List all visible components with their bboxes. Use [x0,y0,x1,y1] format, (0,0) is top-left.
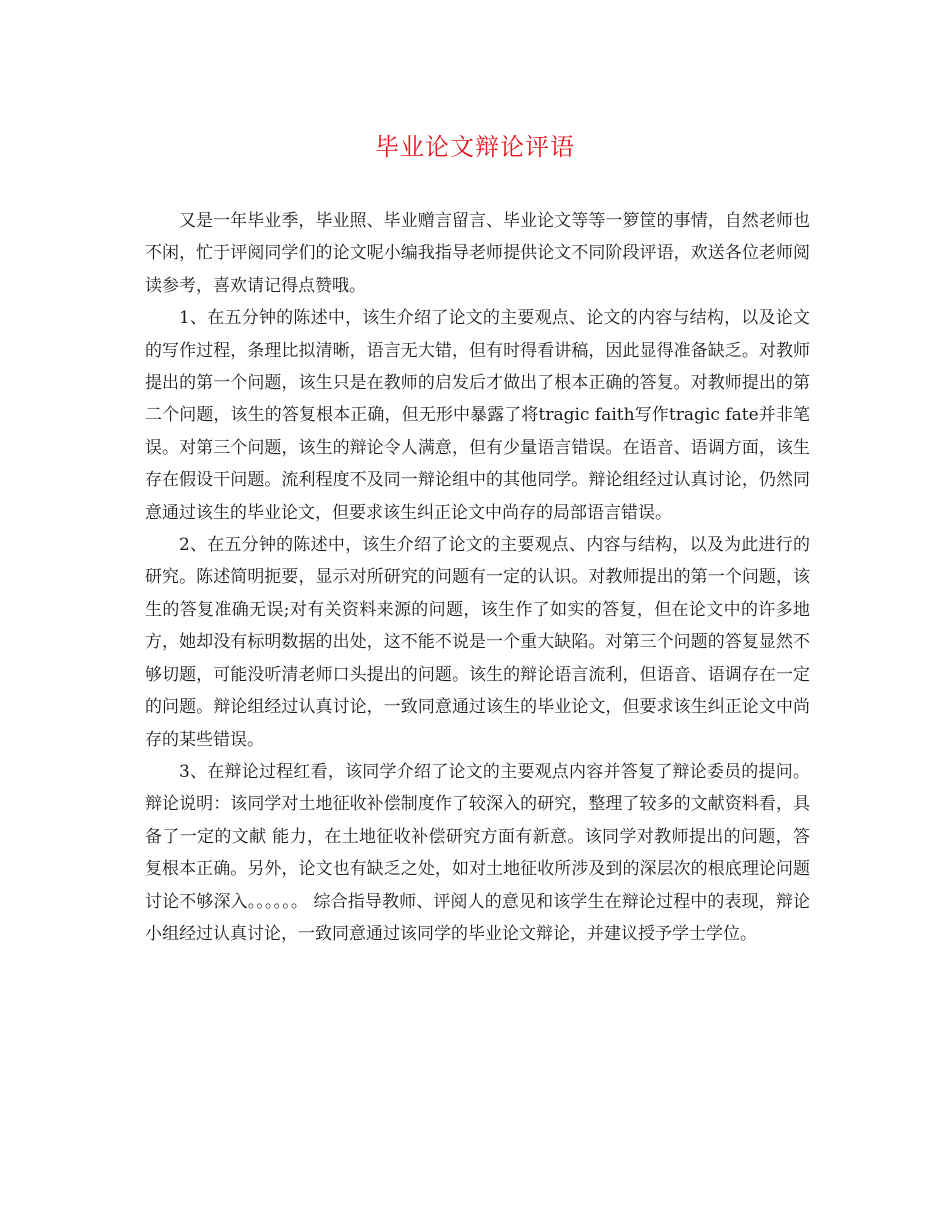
document-title: 毕业论文辩论评语 [375,133,575,161]
comment-paragraph-1: 1、在五分钟的陈述中，该生介绍了论文的主要观点、论文的内容与结构，以及论文的写作过程，条理比拟清晰，语言无大错，但有时得看讲稿，因此显得准备缺乏。对教师提出的第一个问题，该生只是在教师的启发后才做出了根本正确的答复。对教师提出的第二个问题，该生的答复根本正确，但无形中暴露了将tragic faith写作tragic fate并非笔误。对第三个问题，该生的辩论令人满意，但有少量语言错误。在语音、语调方面，该生存在假设干问题。流利程度不及同一辩论组中的其他同学。辩论组经过认真讨论，仍然同意通过该生的毕业论文，但要求该生纠正论文中尚存的局部语言错误。 [145,308,810,523]
intro-paragraph: 又是一年毕业季，毕业照、毕业赠言留言、毕业论文等等一箩筐的事情，自然老师也不闲，忙于评阅同学们的论文呢小编我指导老师提供论文不同阶段评语，欢送各位老师阅读参考，喜欢请记得点赞哦。 [145,211,810,296]
comment-paragraph-3: 3、在辩论过程红看，该同学介绍了论文的主要观点内容并答复了辩论委员的提问。辩论说明：该同学对土地征收补偿制度作了较深入的研究，整理了较多的文献资料看，具备了一定的文献 能力，在土地征收补偿研究方面有新意。该同学对教师提出的问题，答复根本正确。另外，论文也有缺乏之处，如对土地征收所涉及到的深层次的根底理论问题讨论不够深入。。。。。。 综合指导教师、评阅人的意见和该学生在辩论过程中的表现，辩论小组经过认真讨论，一致同意通过该同学的毕业论文辩论，并建议授予学士学位。 [145,761,810,944]
document-body [145,205,810,950]
comment-paragraph-2: 2、在五分钟的陈述中，该生介绍了论文的主要观点、内容与结构，以及为此进行的研究。陈述简明扼要，显示对所研究的问题有一定的认识。对教师提出的第一个问题，该生的答复准确无误;对有关资料来源的问题，该生作了如实的答复，但在论文中的许多地方，她却没有标明数据的出处，这不能不说是一个重大缺陷。对第三个问题的答复显然不够切题，可能没听清老师口头提出的问题。该生的辩论语言流利，但语音、语调存在一定的问题。辩论组经过认真讨论，一致同意通过该生的毕业论文，但要求该生纠正论文中尚存的某些错误。 [145,535,810,750]
